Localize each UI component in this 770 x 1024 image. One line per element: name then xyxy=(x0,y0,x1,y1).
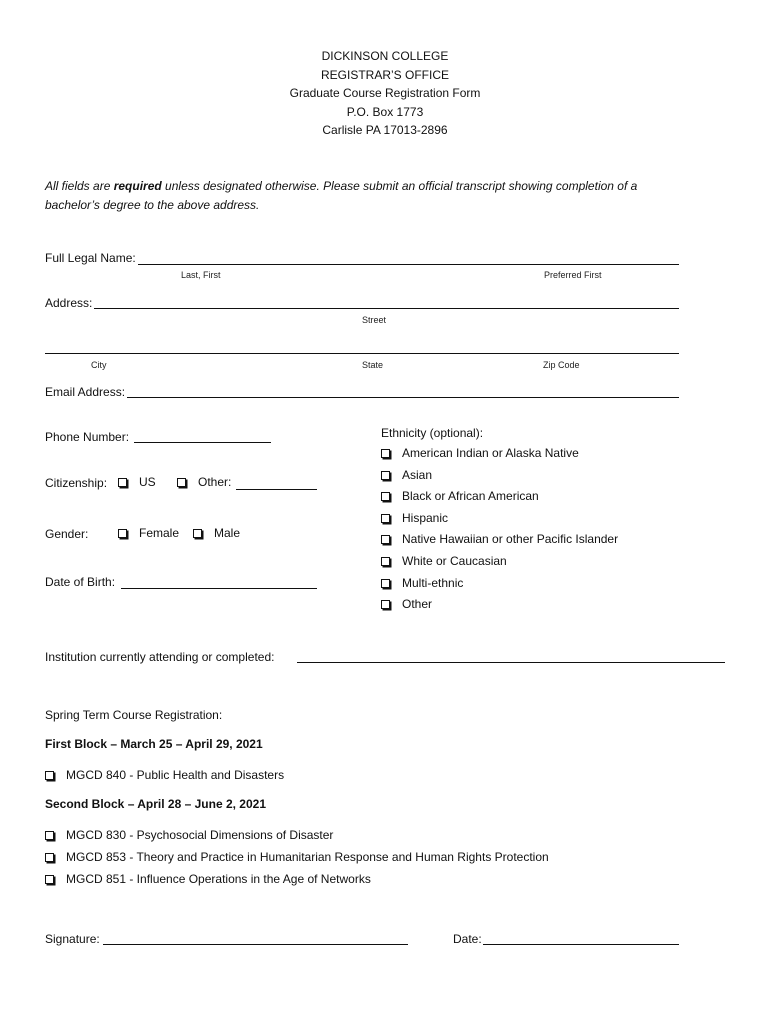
checkbox-icon[interactable] xyxy=(381,600,390,609)
city-state-zip-field[interactable] xyxy=(45,353,679,354)
course-option[interactable] xyxy=(45,768,284,783)
dob-label: Date of Birth: xyxy=(45,575,116,589)
ethnicity-option[interactable] xyxy=(381,446,579,461)
checkbox-icon[interactable] xyxy=(381,492,390,501)
ethnicity-label: Ethnicity (optional): xyxy=(381,426,484,440)
checkbox-icon[interactable] xyxy=(177,478,186,487)
checkbox-icon[interactable] xyxy=(45,875,54,884)
second-block-title: Second Block – April 28 – June 2, 2021 xyxy=(45,797,266,811)
checkbox-icon[interactable] xyxy=(381,449,390,458)
zip-caption: Zip Code xyxy=(543,360,580,370)
checkbox-icon[interactable] xyxy=(45,771,54,780)
checkbox-icon[interactable] xyxy=(118,478,127,487)
checkbox-icon[interactable] xyxy=(45,853,54,862)
ethnicity-option-label: Asian xyxy=(402,467,433,482)
gender-male-option[interactable]: Male xyxy=(193,526,240,541)
full-name-label: Full Legal Name: xyxy=(45,251,136,265)
po-box: P.O. Box 1773 xyxy=(346,104,424,119)
office-name: REGISTRAR’S OFFICE xyxy=(320,67,449,82)
checkbox-icon[interactable] xyxy=(45,831,54,840)
instructions: All fields are required unless designated otherwise. Please submit an official transcript showing completion of a bachelor’s degree to the above address. xyxy=(45,179,638,212)
signature-field[interactable] xyxy=(103,944,408,945)
phone-field[interactable] xyxy=(134,442,271,443)
course-option[interactable] xyxy=(45,872,371,887)
college-name: DICKINSON COLLEGE xyxy=(321,49,449,63)
course-option-label: MGCD 853 - Theory and Practice in Humanitarian Response and Human Rights Protection xyxy=(66,850,549,864)
dob-field[interactable] xyxy=(121,588,317,589)
course-registration-heading: Spring Term Course Registration: xyxy=(45,708,223,722)
institution-label: Institution currently attending or completed: xyxy=(45,650,275,664)
phone-label: Phone Number: xyxy=(45,430,130,444)
ethnicity-option[interactable] xyxy=(381,576,463,591)
ethnicity-option[interactable] xyxy=(381,468,432,483)
letterhead xyxy=(0,47,770,140)
checkbox-icon[interactable] xyxy=(381,471,390,480)
citizenship-other-option[interactable]: Other: xyxy=(177,475,231,490)
full-name-field[interactable] xyxy=(138,264,679,265)
last-first-caption: Last, First xyxy=(181,270,221,280)
address-label: Address: xyxy=(45,296,93,310)
ethnicity-option[interactable] xyxy=(381,489,539,504)
ethnicity-option-label: Other xyxy=(402,597,433,612)
checkbox-icon[interactable] xyxy=(381,579,390,588)
ethnicity-option[interactable] xyxy=(381,597,432,612)
date-label: Date: xyxy=(453,932,482,946)
course-option-label: MGCD 830 - Psychosocial Dimensions of Disaster xyxy=(66,828,334,842)
city-zip: Carlisle PA 17013-2896 xyxy=(322,123,448,137)
state-caption: State xyxy=(362,360,384,370)
ethnicity-option[interactable] xyxy=(381,532,618,547)
checkbox-icon[interactable] xyxy=(381,514,390,523)
ethnicity-option[interactable] xyxy=(381,511,448,526)
institution-field[interactable] xyxy=(297,662,725,663)
form-title: Graduate Course Registration Form xyxy=(289,86,481,100)
checkbox-icon[interactable] xyxy=(381,535,390,544)
street-field[interactable] xyxy=(94,308,679,309)
course-option-label: MGCD 851 - Influence Operations in the Age of Networks xyxy=(66,872,371,886)
course-option[interactable] xyxy=(45,850,549,865)
street-caption: Street xyxy=(362,315,387,325)
city-caption: City xyxy=(91,360,107,370)
course-option[interactable] xyxy=(45,828,333,843)
preferred-first-caption: Preferred First xyxy=(544,270,602,280)
date-field[interactable] xyxy=(483,944,679,945)
ethnicity-option-label: American Indian or Alaska Native xyxy=(402,446,579,460)
ethnicity-option-label: White or Caucasian xyxy=(402,554,507,568)
first-block-title: First Block – March 25 – April 29, 2021 xyxy=(45,737,263,751)
ethnicity-option-label: Black or African American xyxy=(402,489,539,504)
checkbox-icon[interactable] xyxy=(381,557,390,566)
ethnicity-option-label: Native Hawaiian or other Pacific Islander xyxy=(402,532,619,547)
ethnicity-option-label: Hispanic xyxy=(402,510,449,525)
citizenship-other-field[interactable] xyxy=(236,489,317,490)
course-option-label: MGCD 840 - Public Health and Disasters xyxy=(66,768,285,782)
required-emphasis: required xyxy=(113,179,162,193)
ethnicity-option-label: Multi-ethnic xyxy=(402,575,464,590)
checkbox-icon[interactable] xyxy=(193,529,202,538)
checkbox-icon[interactable] xyxy=(118,529,127,538)
gender-female-option[interactable]: Female xyxy=(118,526,179,541)
gender-label: Gender: xyxy=(45,527,89,541)
ethnicity-option[interactable] xyxy=(381,554,507,569)
citizenship-label: Citizenship: xyxy=(45,476,108,490)
email-label: Email Address: xyxy=(45,385,126,399)
citizenship-us-option[interactable]: US xyxy=(118,475,156,490)
email-field[interactable] xyxy=(127,397,679,398)
signature-label: Signature: xyxy=(45,932,100,946)
